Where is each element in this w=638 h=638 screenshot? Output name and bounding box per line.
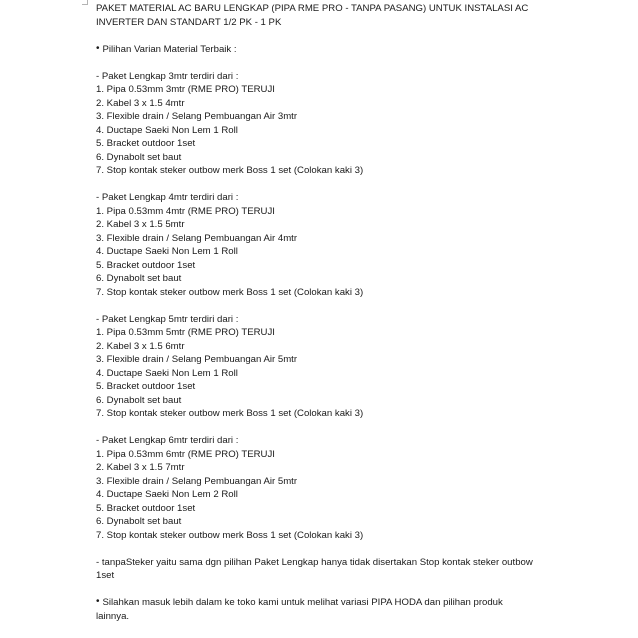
package-item: 4. Ductape Saeki Non Lem 1 Roll: [96, 246, 238, 257]
spacer: [96, 56, 536, 70]
document-title: PAKET MATERIAL AC BARU LENGKAP (PIPA RME PRO - TANPA PASANG) UNTUK INSTALASI AC INVERTER DAN STANDART 1/2 PK - 1 PK: [96, 3, 529, 28]
spacer: [96, 583, 536, 597]
package-item: 1. Pipa 0.53mm 3mtr (RME PRO) TERUJI: [96, 84, 275, 95]
package-item: 3. Flexible drain / Selang Pembuangan Air 3mtr: [96, 111, 298, 122]
package-item: 2. Kabel 3 x 1.5 7mtr: [96, 462, 185, 473]
page-corner-mark: [82, 0, 88, 5]
bullet-icon: •: [96, 42, 100, 54]
closing-text: Silahkan masuk lebih dalam ke toko kami untuk melihat variasi PIPA HODA dan pilihan produk lainnya.: [96, 597, 503, 622]
package-item: 6. Dynabolt set baut: [96, 516, 182, 527]
package-item: 3. Flexible drain / Selang Pembuangan Air 5mtr: [96, 354, 298, 365]
package-item: 5. Bracket outdoor 1set: [96, 138, 196, 149]
package-item: 6. Dynabolt set baut: [96, 394, 182, 406]
package-4mtr: [96, 191, 536, 299]
package-item: 5. Bracket outdoor 1set: [96, 259, 196, 271]
package-item: 2. Kabel 3 x 1.5 5mtr: [96, 219, 185, 230]
spacer: [96, 29, 536, 43]
package-item: 5. Bracket outdoor 1set: [96, 381, 196, 392]
package-item: 6. Dynabolt set baut: [96, 151, 182, 163]
package-item: 4. Ductape Saeki Non Lem 1 Roll: [96, 367, 238, 379]
document-body: [96, 2, 536, 623]
package-item: 7. Stop kontak steker outbow merk Boss 1 set (Colokan kaki 3): [96, 286, 364, 298]
note-tanpa-steker: - tanpaSteker yaitu sama dgn pilihan Paket Lengkap hanya tidak disertakan Stop kontak steker outbow 1set: [96, 556, 533, 581]
intro-line: [96, 43, 536, 57]
package-5mtr: [96, 313, 536, 421]
package-item: 7. Stop kontak steker outbow merk Boss 1 set (Colokan kaki 3): [96, 165, 364, 176]
package-item: 3. Flexible drain / Selang Pembuangan Air 4mtr: [96, 232, 298, 244]
package-item: 4. Ductape Saeki Non Lem 2 Roll: [96, 489, 238, 500]
intro-text: Pilihan Varian Material Terbaik :: [102, 43, 237, 55]
package-6mtr: [96, 434, 536, 542]
closing-note: [96, 596, 536, 623]
package-heading: - Paket Lengkap 6mtr terdiri dari :: [96, 435, 239, 446]
package-heading: - Paket Lengkap 5mtr terdiri dari :: [96, 313, 239, 325]
package-item: 5. Bracket outdoor 1set: [96, 502, 196, 514]
package-item: 6. Dynabolt set baut: [96, 273, 182, 284]
package-item: 4. Ductape Saeki Non Lem 1 Roll: [96, 124, 238, 136]
package-heading: - Paket Lengkap 4mtr terdiri dari :: [96, 192, 239, 203]
package-heading: - Paket Lengkap 3mtr terdiri dari :: [96, 70, 239, 82]
package-item: 3. Flexible drain / Selang Pembuangan Air 5mtr: [96, 475, 298, 487]
package-item: 2. Kabel 3 x 1.5 6mtr: [96, 340, 185, 352]
package-item: 1. Pipa 0.53mm 5mtr (RME PRO) TERUJI: [96, 327, 275, 338]
package-3mtr: [96, 70, 536, 178]
package-item: 1. Pipa 0.53mm 4mtr (RME PRO) TERUJI: [96, 205, 275, 217]
package-item: 7. Stop kontak steker outbow merk Boss 1 set (Colokan kaki 3): [96, 529, 364, 541]
package-item: 1. Pipa 0.53mm 6mtr (RME PRO) TERUJI: [96, 448, 275, 460]
bullet-icon: •: [96, 596, 100, 607]
package-item: 2. Kabel 3 x 1.5 4mtr: [96, 97, 185, 109]
package-item: 7. Stop kontak steker outbow merk Boss 1 set (Colokan kaki 3): [96, 408, 364, 419]
